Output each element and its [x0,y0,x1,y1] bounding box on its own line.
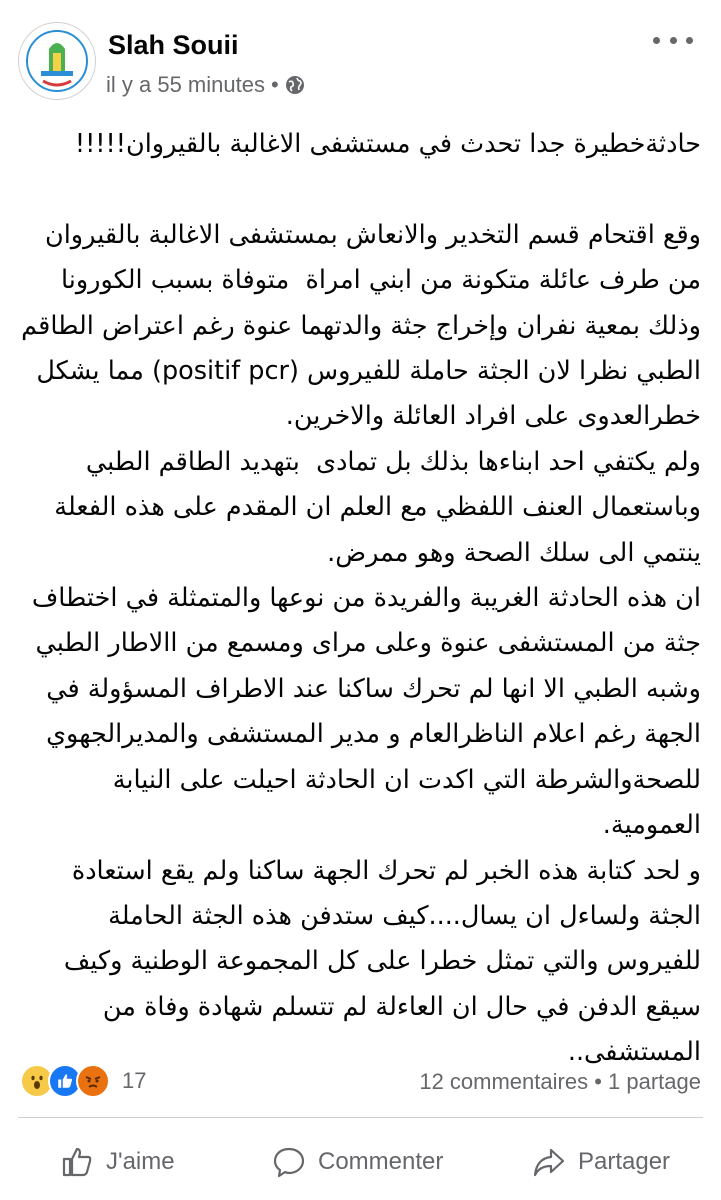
post-body-text: حادثةخطيرة جدا تحدث في مستشفى الاغالبة بالقيروان!!!!! وقع اقتحام قسم التخدير والانعاش بمستشفى الاغالبة بالقيروان من طرف عائلة متكونة من ابني امراة متوفاة بسبب الكورونا وذلك بمعية نفران وإخراج جثة والدتهما عنوة رغم اعتراض الطاقم الطبي نظرا لان الجثة حاملة للفيروس (positif pcr) مما يشكل خطرالعدوى على افراد العائلة والاخرين. ولم يكتفي احد ابناءها بذلك بل تمادى بتهديد الطاقم الطبي وباستعمال العنف اللفظي مع العلم ان المقدم على هذه الفعلة ينتمي الى سلك الصحة وهو ممرض. ان هذه الحادثة الغريبة والفريدة من نوعها والمتمثلة في اختطاف جثة من المستشفى عنوة وعلى مراى ومسمع من االاطار الطبي وشبه الطبي الا انها لم تحرك ساكنا عند الاطراف المسؤولة في الجهة رغم اعلام الناظرالعام و مدير المستشفى والمديرالجهوي للصحةوالشرطة التي اكدت ان الحادثة احيلت على النيابة العمومية. و لحد كتابة هذه الخبر لم تحرك الجهة ساكنا ولم يقع استعادة الجثة ولساءل ان يسال....كيف ستدفن هذه الجثة الحاملة للفيروس والتي تمثل خطرا على كل المجموعة الوطنية وكيف سيقع الدفن في حال ان العاءلة لم تتسلم شهادة وفاة من المستشفى.. [21,129,701,1068]
comment-bubble-icon [272,1145,306,1179]
thumbs-up-icon [60,1145,94,1179]
avatar-logo-icon [19,23,95,99]
meta-separator: • [270,72,279,97]
share-button[interactable] [532,1140,670,1184]
angry-icon [76,1064,110,1098]
comment-button[interactable] [272,1140,443,1184]
dot-icon [686,37,693,44]
dot-icon [653,37,660,44]
dot-icon [670,37,677,44]
comments-count-link[interactable]: 12 commentaires [419,1069,589,1094]
like-button[interactable] [60,1140,175,1184]
like-button-label: J'aime [106,1148,175,1175]
stats-separator: • [594,1069,602,1094]
share-button-label: Partager [578,1148,671,1175]
more-options-button[interactable] [653,28,693,52]
globe-icon [285,75,305,95]
author-avatar[interactable] [18,22,96,100]
shares-count-link[interactable]: 1 partage [608,1069,701,1094]
comment-button-label: Commenter [318,1148,444,1175]
reactions-summary[interactable] [20,1064,146,1098]
post-timestamp[interactable]: il y a 55 minutes [106,72,265,97]
author-name[interactable]: Slah Souii [108,30,239,60]
post-stats [419,1069,701,1095]
post-meta [106,72,305,98]
share-arrow-icon [532,1145,566,1179]
reaction-count: 17 [122,1068,147,1093]
divider [18,1117,703,1118]
